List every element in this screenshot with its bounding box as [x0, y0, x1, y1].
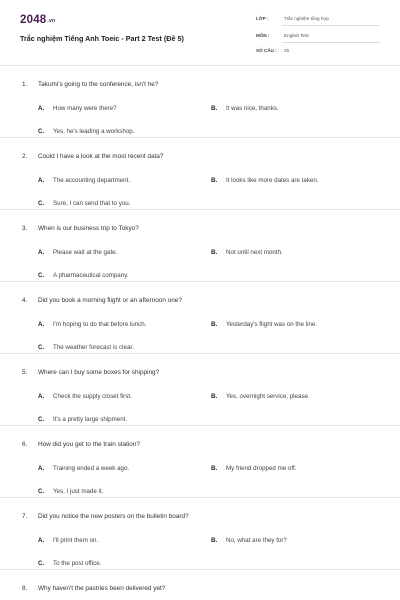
option-text: I'm hoping to do that before lunch.: [53, 321, 147, 328]
option-b[interactable]: [211, 393, 310, 400]
logo-text: 2048: [20, 14, 47, 26]
option-text: It looks like more dates are taken.: [226, 177, 319, 184]
option-text: A pharmaceutical company.: [53, 272, 129, 279]
option-c[interactable]: [38, 488, 103, 495]
option-letter: A.: [38, 321, 45, 328]
option-a[interactable]: [38, 537, 98, 544]
option-letter: B.: [211, 321, 218, 328]
question-stem: [22, 81, 158, 88]
option-text: The accounting department.: [53, 177, 131, 184]
question-text: When is our business trip to Tokyo?: [38, 225, 139, 232]
question-stem: [22, 153, 163, 160]
question-7: [0, 498, 400, 570]
option-a[interactable]: [38, 105, 117, 112]
option-letter: A.: [38, 105, 45, 112]
meta-class: [256, 14, 380, 26]
meta-label: LỚP :: [256, 16, 269, 21]
question-number: 8.: [22, 585, 28, 592]
option-letter: B.: [211, 249, 218, 256]
question-text: Could I have a look at the most recent data?: [38, 153, 164, 160]
option-text: Check the supply closet first.: [53, 393, 132, 400]
option-letter: C.: [38, 488, 45, 495]
option-letter: C.: [38, 200, 45, 207]
option-letter: B.: [211, 177, 218, 184]
option-b[interactable]: [211, 105, 279, 112]
option-c[interactable]: [38, 344, 134, 351]
option-c[interactable]: [38, 272, 129, 279]
option-letter: A.: [38, 177, 45, 184]
question-text: How did you get to the train station?: [38, 441, 140, 448]
meta-value: Trắc nghiệm tổng hợp: [284, 16, 329, 21]
option-text: Yesterday's flight was on the line.: [226, 321, 318, 328]
option-c[interactable]: [38, 200, 130, 207]
option-c[interactable]: [38, 128, 134, 135]
option-letter: C.: [38, 344, 45, 351]
question-text: Takumi's going to the conference, isn't he?: [38, 81, 159, 88]
question-number: 7.: [22, 513, 28, 520]
question-stem: [22, 369, 159, 376]
page-header: [0, 0, 400, 66]
option-a[interactable]: [38, 249, 117, 256]
question-stem: [22, 585, 165, 592]
question-stem: [22, 297, 182, 304]
option-letter: C.: [38, 128, 45, 135]
option-text: Please wait at the gate.: [53, 249, 118, 256]
option-text: Yes, I just made it.: [53, 488, 104, 495]
meta-underline: [282, 42, 380, 43]
option-a[interactable]: [38, 321, 146, 328]
option-c[interactable]: [38, 560, 101, 567]
meta-label: SỐ CÂU :: [256, 48, 277, 53]
meta-label: MÔN :: [256, 33, 270, 38]
option-letter: A.: [38, 465, 45, 472]
option-text: My friend dropped me off.: [226, 465, 297, 472]
option-b[interactable]: [211, 537, 287, 544]
option-letter: C.: [38, 416, 45, 423]
option-text: Yes, he's leading a workshop.: [53, 128, 135, 135]
option-text: Not until next month.: [226, 249, 283, 256]
option-text: To the post office.: [53, 560, 102, 567]
question-5: [0, 354, 400, 426]
option-text: Yes, overnight service, please.: [226, 393, 310, 400]
question-number: 6.: [22, 441, 28, 448]
logo-domain: .vn: [47, 18, 56, 24]
option-letter: B.: [211, 105, 218, 112]
option-letter: A.: [38, 249, 45, 256]
meta-underline: [282, 25, 380, 26]
option-b[interactable]: [211, 321, 317, 328]
option-text: How many were there?: [53, 105, 117, 112]
option-text: The weather forecast is clear.: [53, 344, 134, 351]
option-a[interactable]: [38, 465, 129, 472]
option-text: Sure, I can send that to you.: [53, 200, 131, 207]
page-title: Trắc nghiệm Tiếng Anh Toeic - Part 2 Test (Đề 5): [20, 34, 184, 43]
meta-value: English Test: [284, 33, 309, 38]
option-text: No, what are they for?: [226, 537, 287, 544]
option-b[interactable]: [211, 465, 296, 472]
option-letter: C.: [38, 560, 45, 567]
option-c[interactable]: [38, 416, 127, 423]
question-stem: [22, 225, 139, 232]
site-logo[interactable]: [20, 14, 55, 26]
question-8: [0, 570, 400, 600]
question-stem: [22, 441, 140, 448]
option-text: Training ended a week ago.: [53, 465, 130, 472]
option-text: I'll print them on.: [53, 537, 99, 544]
option-text: It was nice, thanks.: [226, 105, 279, 112]
question-text: Did you book a morning flight or an afternoon one?: [38, 297, 182, 304]
question-1: [0, 66, 400, 138]
question-text: Why haven't the pastries been delivered yet?: [38, 585, 166, 592]
question-2: [0, 138, 400, 210]
option-letter: B.: [211, 465, 218, 472]
meta-subject: [256, 31, 380, 43]
meta-question-count: [256, 46, 380, 58]
question-number: 4.: [22, 297, 28, 304]
question-stem: [22, 513, 189, 520]
option-b[interactable]: [211, 249, 283, 256]
question-text: Did you notice the new posters on the bulletin board?: [38, 513, 189, 520]
question-6: [0, 426, 400, 498]
option-a[interactable]: [38, 393, 132, 400]
question-text: Where can I buy some boxes for shipping?: [38, 369, 160, 376]
option-letter: A.: [38, 537, 45, 544]
option-letter: C.: [38, 272, 45, 279]
option-text: It's a pretty large shipment.: [53, 416, 128, 423]
option-b[interactable]: [211, 177, 319, 184]
question-4: [0, 282, 400, 354]
question-number: 1.: [22, 81, 28, 88]
option-letter: A.: [38, 393, 45, 400]
question-number: 5.: [22, 369, 28, 376]
option-a[interactable]: [38, 177, 130, 184]
meta-value: 25: [284, 48, 290, 53]
question-3: [0, 210, 400, 282]
question-number: 3.: [22, 225, 28, 232]
option-letter: B.: [211, 393, 218, 400]
question-number: 2.: [22, 153, 28, 160]
option-letter: B.: [211, 537, 218, 544]
